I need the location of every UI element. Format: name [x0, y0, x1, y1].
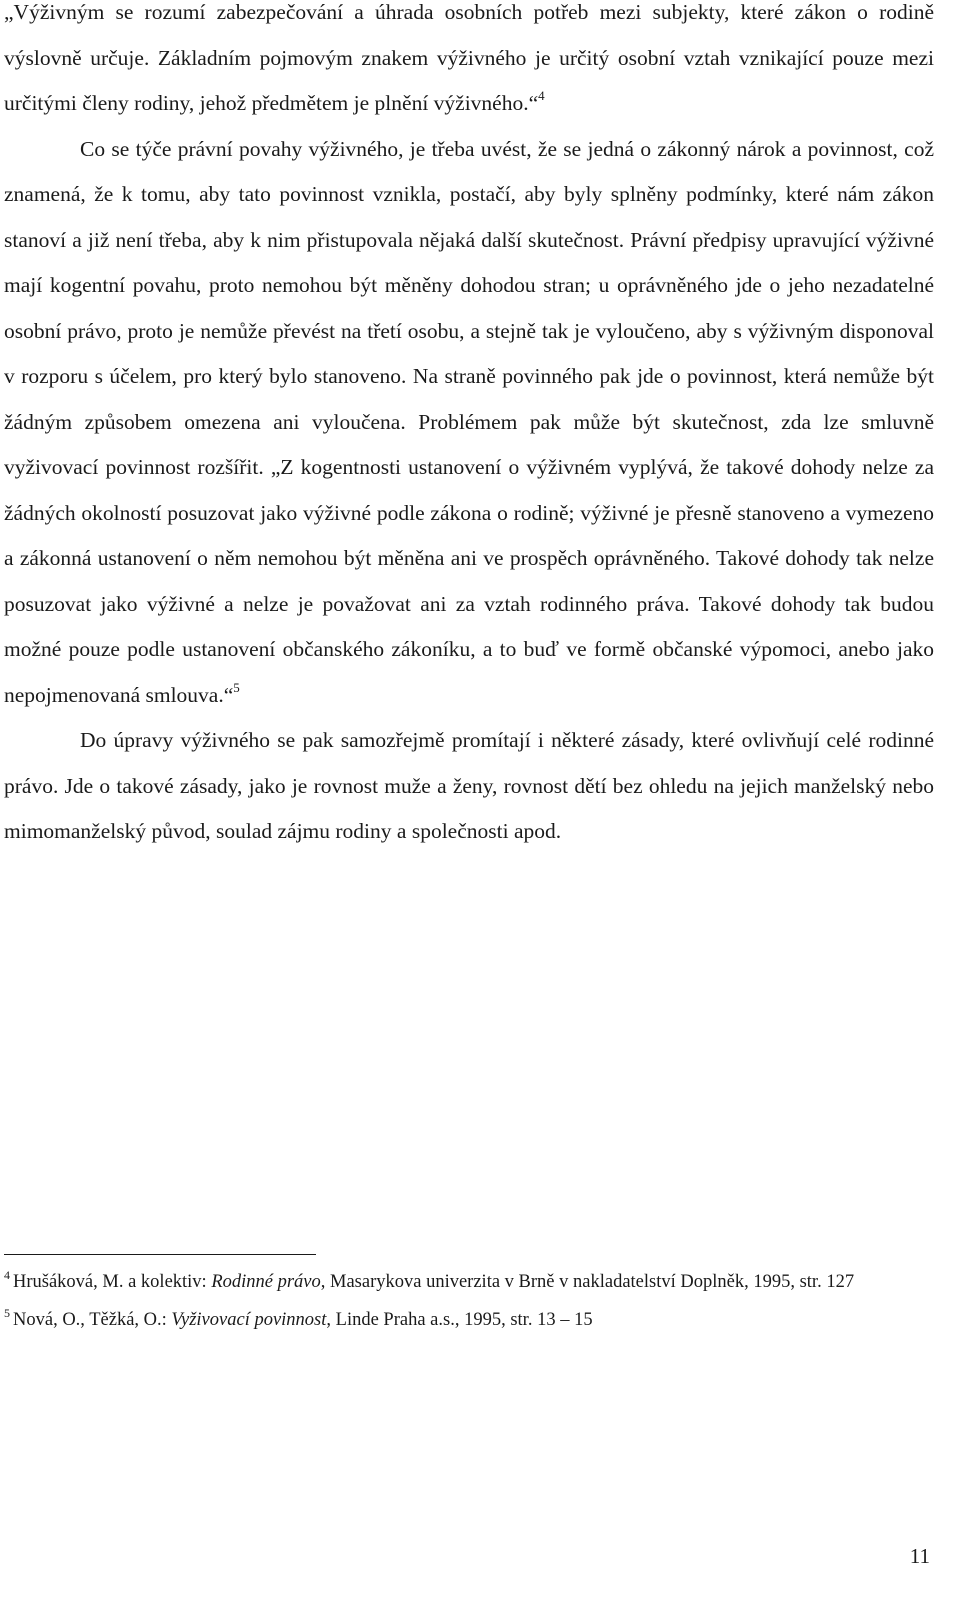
- paragraph-3: [4, 718, 934, 855]
- footnote-5-number: 5: [4, 1306, 10, 1320]
- footnote-ref-4[interactable]: 4: [538, 88, 545, 103]
- page-number: 11: [909, 1544, 930, 1568]
- footnote-4-authors: Hrušáková, M. a kolektiv:: [13, 1272, 212, 1292]
- footnote-separator: [4, 1254, 316, 1255]
- body-text: [4, 0, 934, 855]
- paragraph-1: [4, 0, 934, 127]
- footnotes: [4, 1263, 934, 1339]
- footnote-ref-5[interactable]: 5: [233, 679, 240, 695]
- footnote-5-authors: Nová, O., Těžká, O.:: [13, 1310, 172, 1330]
- paragraph-2-text: Co se týče právní povahy výživného, je třeba uvést, že se jedná o zákonný nárok a povinnost, což znamená, že k tomu, aby tato povinnost vznikla, postačí, aby byly splněny podmínky, které nám zákon stanoví a již není třeba, aby k nim přistupovala nějaká další skutečnost. Právní předpisy upravující výživné mají kogentní povahu, proto nemohou být měněny dohodou stran; u oprávněného jde o jeho nezadatelné osobní právo, proto je nemůže převést na třetí osobu, a stejně tak je vyloučeno, aby s výživným disponoval v rozporu s účelem, pro který bylo stanoveno. Na straně povinného pak jde o povinnost, která nemůže být žádným způsobem omezena ani vyloučena. Problémem pak může být skutečnost, zda lze smluvně vyživovací povinnost rozšířit. „Z kogentnosti ustanovení o výživném vyplývá, že takové dohody nelze za žádných okolností posuzovat jako výživné podle zákona o rodině; výživné je přesně stanoveno a vymezeno a zákonná ustanovení o něm nemohou být měněna ani ve prospěch oprávněného. Takové dohody tak nelze posuzovat jako výživné a nelze je považovat ani za vztah rodinného práva. Takové dohody tak budou možné pouze podle ustanovení občanského zákoníku, a to buď ve formě občanské výpomoci, anebo jako nepojmenovaná smlouva.“: [4, 136, 934, 707]
- footnote-4: [4, 1263, 934, 1301]
- footnote-4-number: 4: [4, 1268, 10, 1282]
- footnote-5: [4, 1301, 934, 1339]
- paragraph-3-text: Do úpravy výživného se pak samozřejmě promítají i některé zásady, které ovlivňují celé rodinné právo. Jde o takové zásady, jako je rovnost muže a ženy, rovnost dětí bez ohledu na jejich manželský nebo mimomanželský původ, soulad zájmu rodiny a společnosti apod.: [4, 728, 934, 843]
- footnote-5-publisher: , Linde Praha a.s., 1995, str. 13 – 15: [326, 1310, 593, 1330]
- footnote-4-title: Rodinné právo: [211, 1272, 321, 1292]
- paragraph-2: [4, 127, 934, 719]
- paragraph-1-text: „Výživným se rozumí zabezpečování a úhrada osobních potřeb mezi subjekty, které zákon o rodině výslovně určuje. Základním pojmovým znakem výživného je určitý osobní vztah vznikající pouze mezi určitými členy rodiny, jehož předmětem je plnění výživného.“: [4, 0, 934, 115]
- footnote-4-publisher: , Masarykova univerzita v Brně v nakladatelství Doplněk, 1995, str. 127: [320, 1272, 855, 1292]
- footnote-5-title: Vyživovací povinnost: [171, 1310, 327, 1330]
